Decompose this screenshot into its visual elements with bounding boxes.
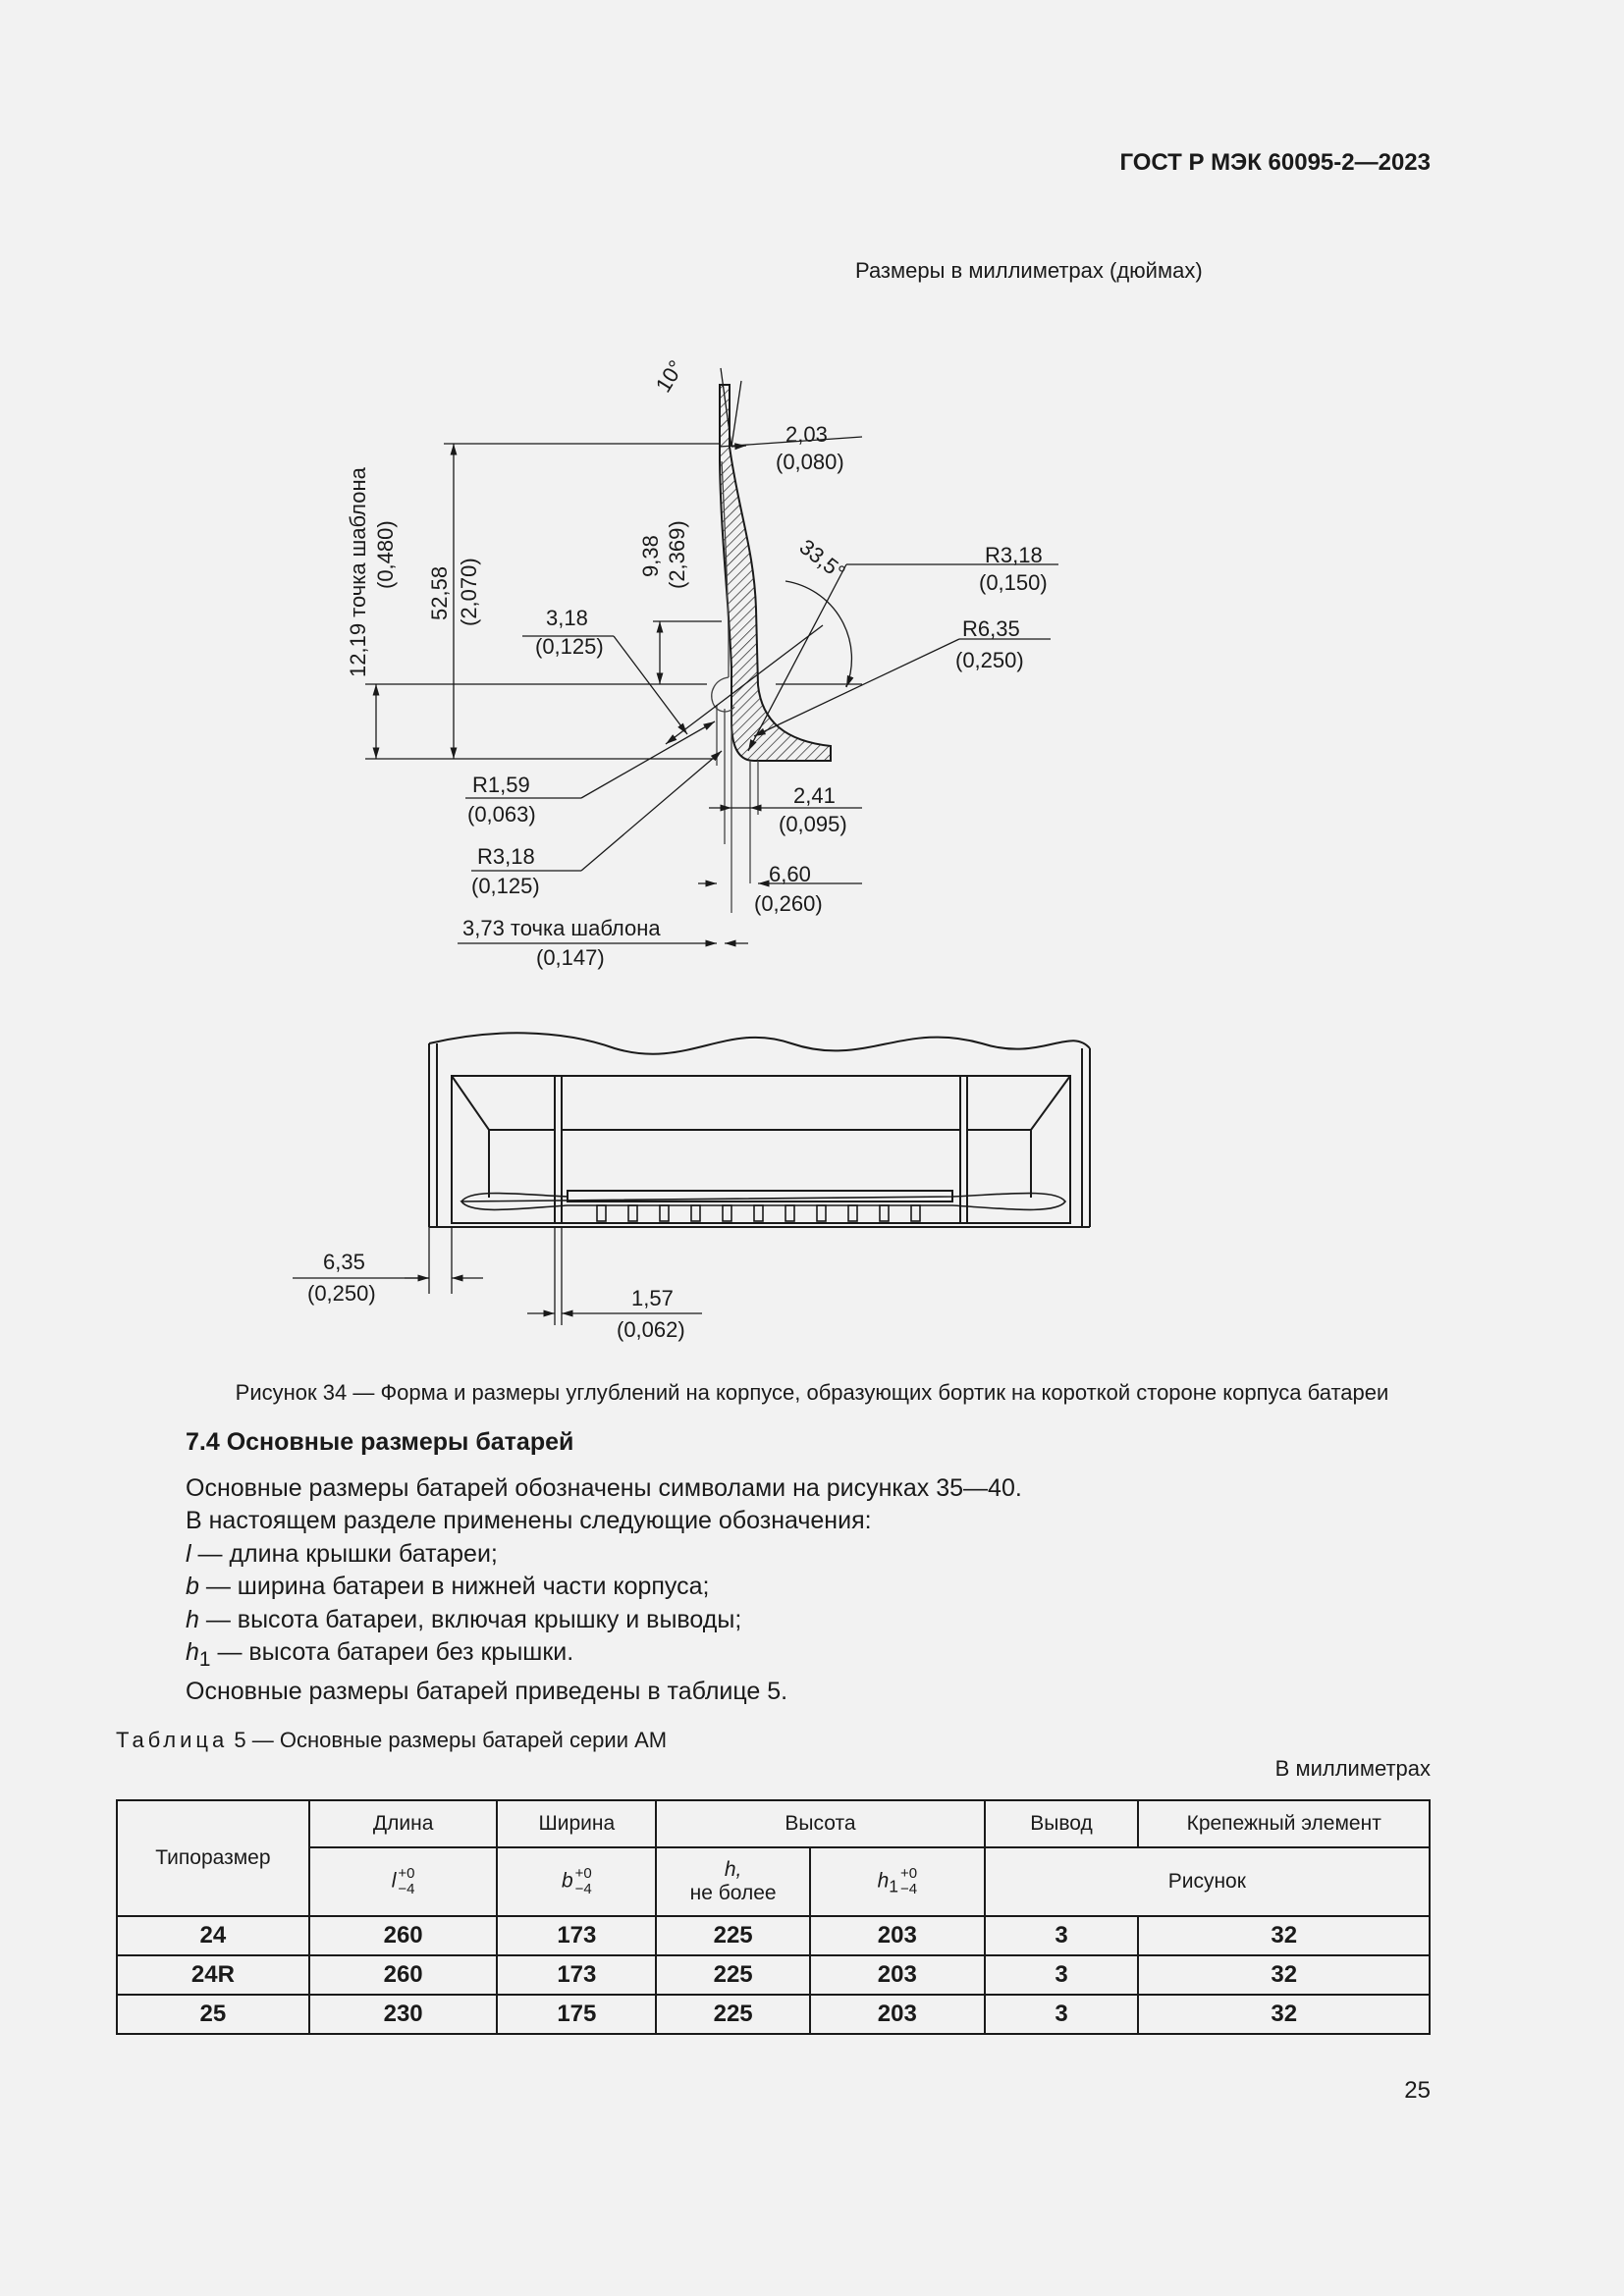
table-cell: 32 [1138,1916,1430,1955]
dim-r635-in: (0,250) [955,648,1024,672]
table-row [117,1916,1430,1955]
header-figure: Рисунок [985,1847,1430,1916]
table-cell: 24 [117,1916,309,1955]
dim-r159: R1,59 [472,773,530,797]
table-row [117,1995,1430,2034]
table-cell: 260 [309,1955,498,1995]
body-line: Основные размеры батарей приведены в таблице 5. [186,1678,788,1706]
dim-635-in: (0,250) [307,1281,376,1306]
dim-r159-in: (0,063) [467,802,536,827]
table-cell: 225 [656,1916,810,1955]
dim-r318-low-in: (0,125) [471,874,540,898]
dimension-texts [346,355,1048,970]
dim-938: 9,38 [638,535,663,577]
table-cell: 230 [309,1995,498,2034]
dim-373-in: (0,147) [536,945,605,970]
body-line: $h_1$ — высота батареи без крышки. [186,1638,574,1672]
section-body [186,1472,1022,1709]
dim-373: 3,73 точка шаблона [462,916,661,940]
dim-938-in: (2,369) [665,520,689,589]
body-line: l — длина крышки батареи; [186,1539,498,1568]
dim-5258-in: (2,070) [457,558,481,626]
header-b-symbol: b +0 −4 [497,1847,656,1916]
dim-157-in: (0,062) [617,1317,685,1342]
table-cell: 24R [117,1955,309,1995]
dim-203-in: (0,080) [776,450,844,474]
body-line: Основные размеры батарей обозначены символами на рисунках 35—40. [186,1474,1022,1502]
table-cell: 173 [497,1955,656,1995]
table-cell: 260 [309,1916,498,1955]
table-cell: 3 [985,1955,1139,1995]
lower-dimension-texts [307,1250,685,1342]
table-cell: 25 [117,1995,309,2034]
table-cell: 225 [656,1955,810,1995]
body-line: h — высота батареи, включая крышку и выводы; [186,1605,742,1633]
section-title: 7.4 Основные размеры батарей [186,1428,574,1456]
dim-1219-in: (0,480) [373,520,398,589]
body-line: В настоящем разделе применены следующие обозначения: [186,1507,872,1535]
dim-241: 2,41 [793,783,836,808]
battery-side-view [429,1033,1090,1325]
dim-203: 2,03 [785,422,828,447]
header-height: Высота [656,1800,984,1847]
dim-318: 3,18 [546,606,588,630]
dim-635: 6,35 [323,1250,365,1274]
header-width: Ширина [497,1800,656,1847]
header-length: Длина [309,1800,498,1847]
dim-r635: R6,35 [962,616,1020,641]
dim-660-in: (0,260) [754,891,823,916]
header-terminal: Вывод [985,1800,1139,1847]
dim-241-in: (0,095) [779,812,847,836]
angle-335-label: 33,5° [794,534,850,585]
table-title: Таблица 5 — Основные размеры батарей серии АМ [116,1728,668,1752]
dim-r318-top-in: (0,150) [979,570,1048,595]
figure-caption: Рисунок 34 — Форма и размеры углублений на корпусе, образующих бортик на короткой стороне корпуса батареи [235,1380,1389,1405]
page-number: 25 [1404,2077,1431,2104]
dim-r318-top: R3,18 [985,543,1043,567]
table-cell: 203 [810,1955,985,1995]
dim-r318-low: R3,18 [477,844,535,869]
table-cell: 3 [985,1916,1139,1955]
header-fastener: Крепежный элемент [1138,1800,1430,1847]
table-cell: 175 [497,1995,656,2034]
table-cell: 32 [1138,1955,1430,1995]
table-cell: 203 [810,1995,985,2034]
header-l-symbol: l +0 −4 [309,1847,498,1916]
table-units: В миллиметрах [1274,1756,1431,1781]
table-cell: 225 [656,1995,810,2034]
header-h1-symbol: $h_1+0$ −4 [810,1847,985,1916]
dim-157: 1,57 [631,1286,674,1310]
dim-660: 6,60 [769,862,811,886]
dim-318-in: (0,125) [535,634,604,659]
table-cell: 3 [985,1995,1139,2034]
table-cell: 173 [497,1916,656,1955]
body-line: b — ширина батареи в нижней части корпуса; [186,1573,710,1601]
dim-5258: 52,58 [427,565,452,620]
header-type: Типоразмер [117,1800,309,1916]
dimensions-table [116,1799,1431,2035]
units-note: Размеры в миллиметрах (дюймах) [855,258,1203,283]
table-cell: 203 [810,1916,985,1955]
table-cell: 32 [1138,1995,1430,2034]
dim-1219: 12,19 точка шаблона [346,467,370,677]
angle-10-label: 10° [650,355,689,397]
header-h-symbol: h, не более [656,1847,810,1916]
table-row [117,1955,1430,1995]
standard-number: ГОСТ Р МЭК 60095-2—2023 [1119,149,1431,176]
